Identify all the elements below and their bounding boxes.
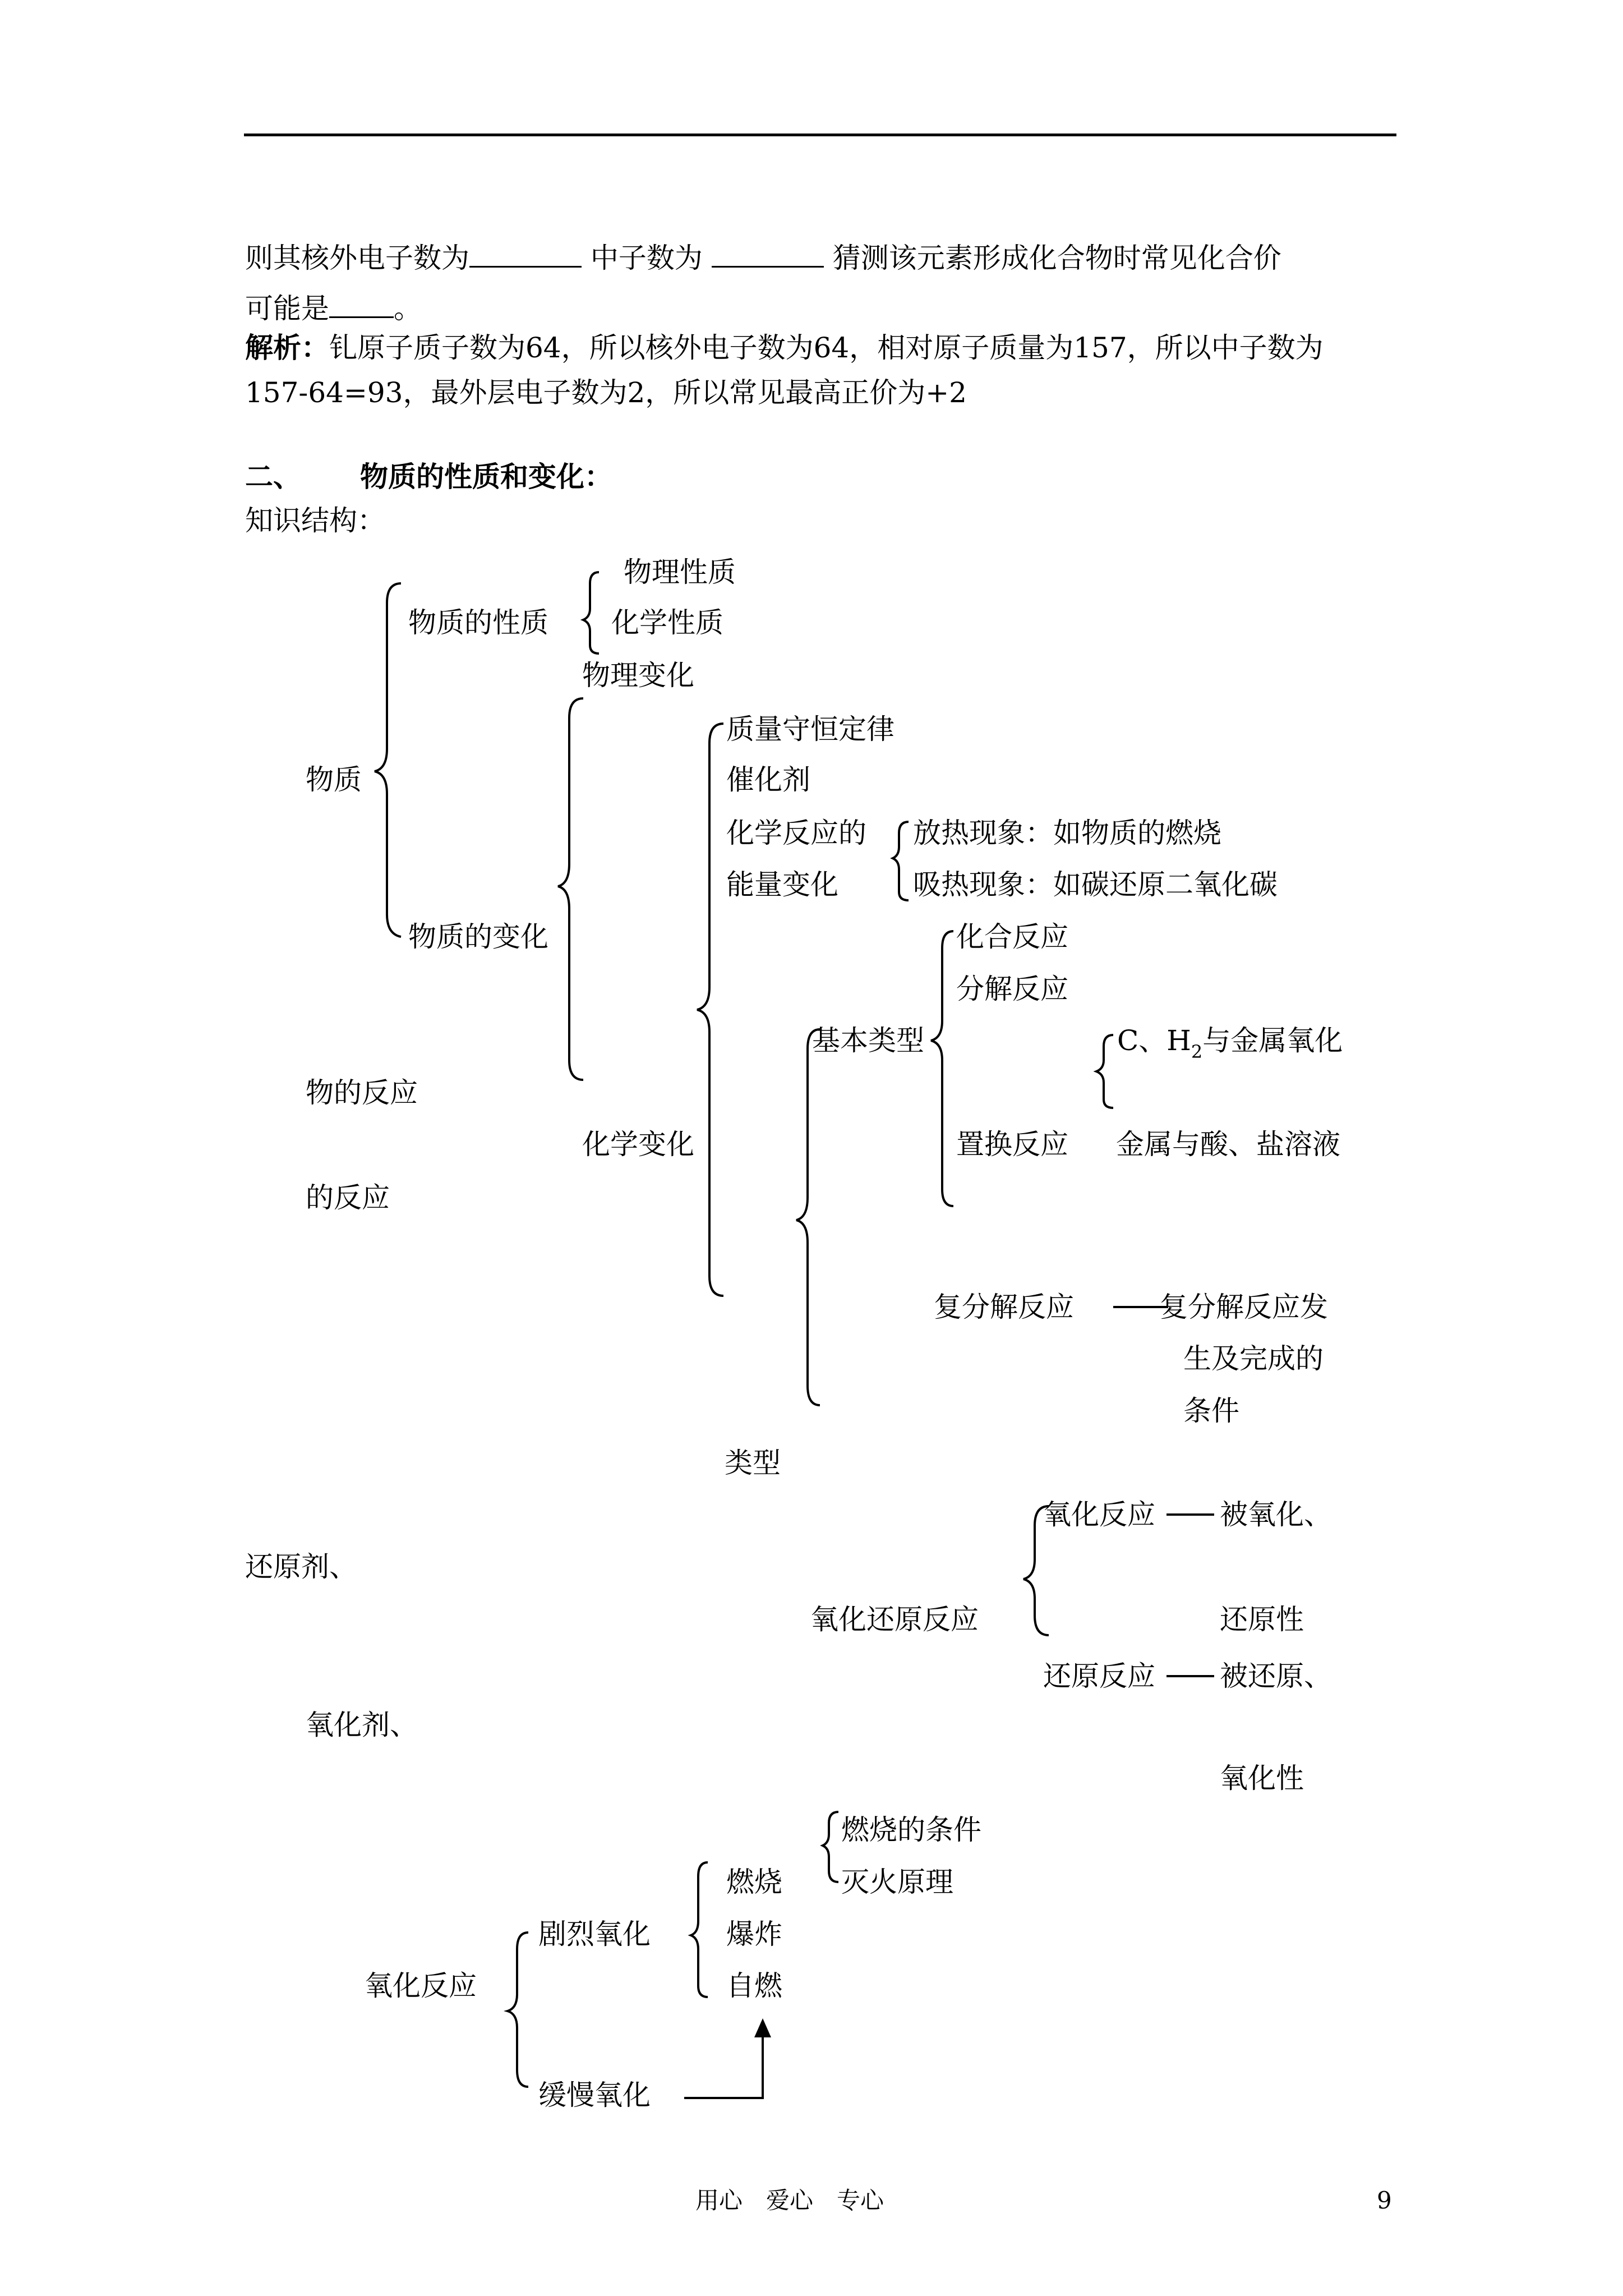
node-reducer: 还原剂、	[245, 1550, 357, 1583]
node-slow: 缓慢氧化	[538, 2079, 651, 2111]
section-title: 物质的性质和变化：	[360, 460, 612, 493]
section-subtitle: 知识结构：	[245, 504, 385, 537]
node-displacement-a	[1117, 1024, 1343, 1061]
node-reduction: 还原反应	[1043, 1660, 1155, 1692]
node-reducibility: 还原性	[1220, 1603, 1304, 1636]
node-mass-conservation: 质量守恒定律	[726, 713, 895, 746]
node-physical-change: 物理变化	[582, 659, 694, 692]
node-displacement-b-cont: 的反应	[306, 1181, 390, 1214]
node-oxidized: 被氧化、	[1220, 1498, 1332, 1531]
node-energy-2: 能量变化	[726, 868, 838, 901]
section-number: 二、	[245, 460, 301, 493]
disp-a-post: 与金属氧化	[1202, 1024, 1343, 1057]
node-combustion: 燃烧	[726, 1866, 782, 1898]
node-fire-ext: 灭火原理	[841, 1866, 953, 1898]
analysis-line-2: 157-64=93，最外层电子数为2，所以常见最高正价为+2	[245, 376, 967, 409]
brace-violent	[691, 1862, 708, 1997]
node-displacement-b: 金属与酸、盐溶液	[1116, 1128, 1340, 1161]
arrow-head	[754, 2018, 771, 2037]
node-oxidation-root: 氧化反应	[365, 1970, 477, 2002]
brace-substance	[375, 583, 401, 937]
node-chemical-property: 化学性质	[611, 606, 723, 639]
brace-energy	[893, 822, 909, 900]
page-number: 9	[1377, 2187, 1392, 2214]
node-double-decomp: 复分解反应	[934, 1291, 1074, 1323]
node-reduced: 被还原、	[1220, 1660, 1332, 1692]
brace-basic-types	[796, 1029, 820, 1405]
q1-text-d: 可能是	[245, 292, 329, 325]
node-energy-1: 化学反应的	[726, 817, 866, 849]
brace-properties	[583, 572, 599, 654]
node-types-tail: 类型	[725, 1447, 781, 1479]
node-endothermic: 吸热现象：如碳还原二氧化碳	[913, 868, 1278, 901]
brace-displacement	[1096, 1035, 1113, 1108]
node-redox: 氧化还原反应	[810, 1603, 979, 1636]
analysis-label: 解析：	[245, 331, 329, 364]
node-properties: 物质的性质	[408, 606, 548, 639]
q1-text-a: 则其核外电子数为	[245, 242, 469, 274]
node-comb-cond: 燃烧的条件	[841, 1814, 981, 1846]
node-displacement: 置换反应	[956, 1128, 1068, 1161]
node-oxidation: 氧化反应	[1043, 1498, 1155, 1531]
q1-text-b: 中子数为	[590, 242, 703, 274]
node-decomposition: 分解反应	[956, 973, 1068, 1005]
footer-motto: 用心 爱心 专心	[695, 2187, 884, 2214]
node-chemical-change: 化学变化	[582, 1128, 694, 1161]
disp-a-sub: 2	[1191, 1041, 1203, 1062]
analysis-text-1: 钆原子质子数为64，所以核外电子数为64，相对原子质量为157，所以中子数为	[329, 332, 1324, 364]
node-spontaneous: 自燃	[726, 1970, 782, 2002]
node-basic-types: 基本类型	[812, 1024, 924, 1057]
node-explosion: 爆炸	[726, 1918, 782, 1950]
node-double-cond-2: 生及完成的	[1183, 1342, 1324, 1375]
q1-text-c: 猜测该元素形成化合物时常见化合价	[832, 242, 1281, 274]
brace-combustion	[823, 1812, 838, 1882]
brace-chemical-change	[697, 724, 723, 1296]
node-changes: 物质的变化	[408, 921, 548, 953]
brace-oxidation	[508, 1932, 528, 2087]
node-displacement-a-cont: 物的反应	[306, 1076, 418, 1109]
node-double-cond-1: 复分解反应发	[1160, 1291, 1328, 1323]
node-catalyst: 催化剂	[726, 763, 810, 796]
q1-end: 。	[394, 292, 422, 325]
node-oxidizer: 氧化剂、	[306, 1709, 418, 1741]
node-physical-property: 物理性质	[624, 556, 736, 588]
disp-a-pre: C、H	[1117, 1024, 1191, 1057]
brace-changes	[558, 698, 583, 1080]
node-substance: 物质	[306, 763, 362, 796]
node-oxidizability: 氧化性	[1220, 1762, 1304, 1795]
node-exothermic: 放热现象：如物质的燃烧	[913, 817, 1221, 849]
node-double-cond-3: 条件	[1183, 1395, 1239, 1427]
brace-reaction-kinds	[931, 931, 953, 1206]
node-violent: 剧烈氧化	[538, 1918, 651, 1950]
arrow-slow-to-spontaneous	[684, 2035, 763, 2098]
node-combination: 化合反应	[956, 921, 1068, 953]
